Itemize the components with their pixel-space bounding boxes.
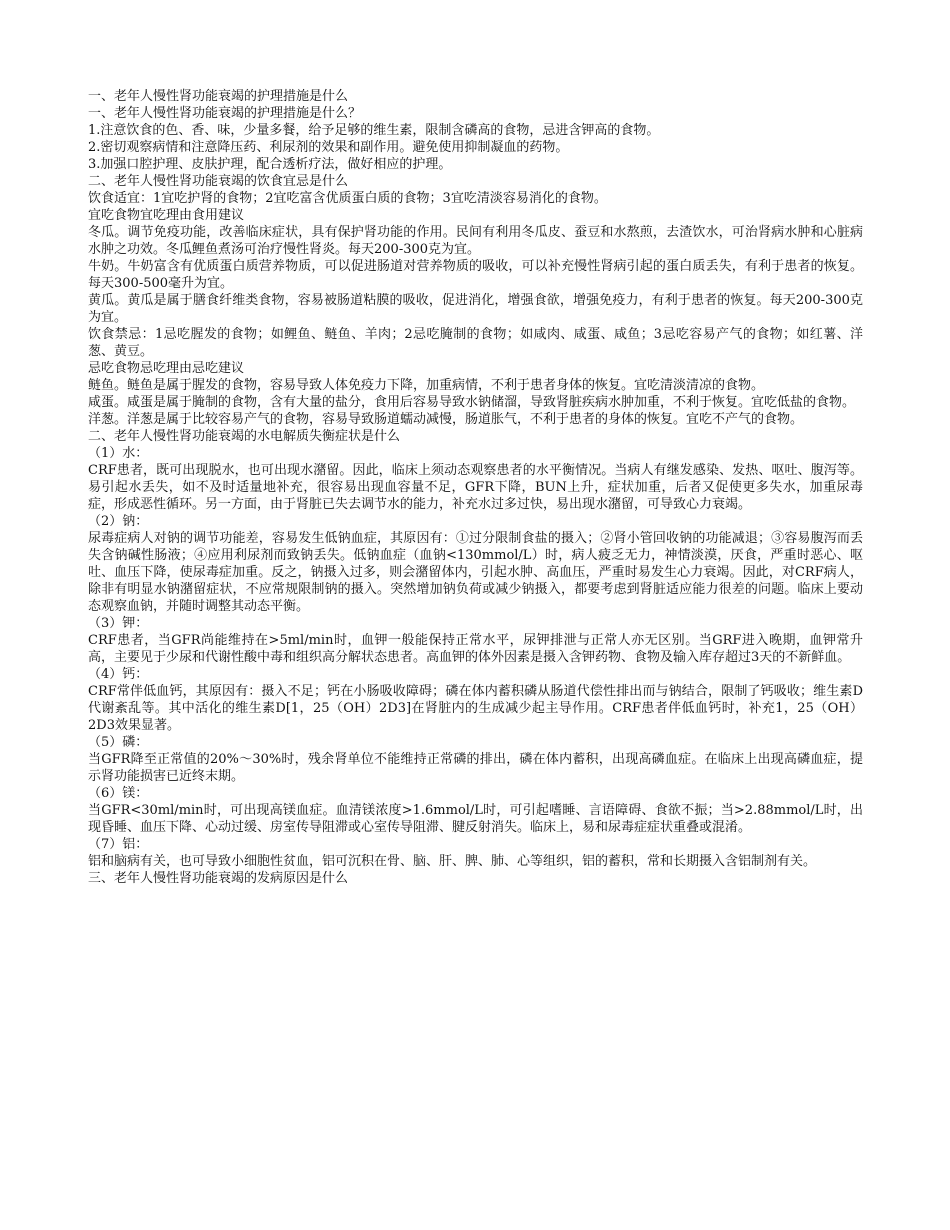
paragraph: （6）镁： <box>88 786 149 801</box>
paragraph: 饮食禁忌：1忌吃腥发的食物；如鲤鱼、鲢鱼、羊肉；2忌吃腌制的食物；如咸肉、咸蛋、咸鱼；3忌吃容易产气的食物；如红薯、洋葱、黄豆。 <box>88 327 863 359</box>
paragraph: （3）钾： <box>88 616 149 631</box>
paragraph: （2）钠： <box>88 514 149 529</box>
paragraph: 冬瓜。调节免疫功能，改善临床症状，具有保护肾功能的作用。民间有利用冬瓜皮、蚕豆和水熬煎，去渣饮水，可治肾病水肿和心脏病水肿之功效。冬瓜鲤鱼煮汤可治疗慢性肾炎。每天200-300克为宜。 <box>88 225 863 257</box>
paragraph: 3.加强口腔护理、皮肤护理，配合透析疗法，做好相应的护理。 <box>88 157 452 172</box>
paragraph: CRF患者，当GFR尚能维持在>5ml/min时，血钾一般能保持正常水平，尿钾排泄与正常人亦无区别。当GRF进入晚期，血钾常升高，主要见于少尿和代谢性酸中毒和组织高分解状态患者。高血钾的体外因素是摄入含钾药物、食物及输入库存超过3天的不新鲜血。 <box>88 633 863 665</box>
paragraph: （7）铝： <box>88 837 149 852</box>
paragraph: 当GFR<30ml/min时，可出现高镁血症。血清镁浓度>1.6mmol/L时，可引起嗜睡、言语障碍、食欲不振；当>2.88mmol/L时，出现昏睡、血压下降、心动过缓、房室传导阻滞或心室传导阻滞、腱反射消失。临床上，易和尿毒症症状重叠或混淆。 <box>88 803 863 835</box>
paragraph: 一、老年人慢性肾功能衰竭的护理措施是什么 <box>88 89 349 104</box>
paragraph: 饮食适宜：1宜吃护肾的食物；2宜吃富含优质蛋白质的食物；3宜吃清淡容易消化的食物。 <box>88 191 607 206</box>
paragraph: 当GFR降至正常值的20%～30%时，残余肾单位不能维持正常磷的排出，磷在体内蓄积，出现高磷血症。在临床上出现高磷血症，提示肾功能损害已近终末期。 <box>88 752 863 784</box>
paragraph: （1）水： <box>88 446 149 461</box>
paragraph: 二、老年人慢性肾功能衰竭的饮食宜忌是什么 <box>88 174 349 189</box>
paragraph: CRF患者，既可出现脱水，也可出现水潴留。因此，临床上须动态观察患者的水平衡情况。当病人有继发感染、发热、呕吐、腹泻等。易引起水丢失，如不及时适量地补充，很容易出现血容量不足，GFR下降，BUN上升，症状加重，后者又促使更多失水，加重尿毒症，形成恶性循环。另一方面，由于肾脏已失去调节水的能力，补充水过多过快，易出现水潴留，可导致心力衰竭。 <box>88 463 863 512</box>
paragraph: 忌吃食物忌吃理由忌吃建议 <box>88 361 245 376</box>
paragraph: 一、老年人慢性肾功能衰竭的护理措施是什么？ <box>88 106 362 121</box>
paragraph: 尿毒症病人对钠的调节功能差，容易发生低钠血症，其原因有：①过分限制食盐的摄入；②肾小管回收钠的功能减退；③容易腹泻而丢失含钠碱性肠液；④应用利尿剂而致钠丢失。低钠血症（血钠<130mmol/L）时，病人疲乏无力，神情淡漠，厌食，严重时恶心、呕吐、血压下降，使尿毒症加重。反之，钠摄入过多，则会潴留体内，引起水肿、高血压，严重时易发生心力衰竭。因此，对CRF病人，除非有明显水钠潴留症状，不应常规限制钠的摄入。突然增加钠负荷或减少钠摄入，都要考虑到肾脏适应能力很差的问题。临床上要动态观察血钠，并随时调整其动态平衡。 <box>88 531 863 614</box>
paragraph: 黄瓜。黄瓜是属于膳食纤维类食物，容易被肠道粘膜的吸收，促进消化，增强食欲，增强免疫力，有利于患者的恢复。每天200-300克为宜。 <box>88 293 863 325</box>
paragraph: 宜吃食物宜吃理由食用建议 <box>88 208 245 223</box>
paragraph: 洋葱。洋葱是属于比较容易产气的食物，容易导致肠道蠕动减慢，肠道胀气，不利于患者的身体的恢复。宜吃不产气的食物。 <box>88 412 804 427</box>
paragraph: （4）钙： <box>88 667 149 682</box>
paragraph: 鲢鱼。鲢鱼是属于腥发的食物，容易导致人体免疫力下降，加重病情，不利于患者身体的恢复。宜吃清淡清凉的食物。 <box>88 378 765 393</box>
paragraph: 咸蛋。咸蛋是属于腌制的食物，含有大量的盐分，食用后容易导致水钠储溜，导致肾脏疾病水肿加重，不利于恢复。宜吃低盐的食物。 <box>88 395 856 410</box>
paragraph: 1.注意饮食的色、香、味，少量多餐，给予足够的维生素，限制含磷高的食物，忌进含钾高的食物。 <box>88 123 660 138</box>
paragraph: 二、老年人慢性肾功能衰竭的水电解质失衡症状是什么 <box>88 429 401 444</box>
paragraph: （5）磷： <box>88 735 149 750</box>
paragraph: 铝和脑病有关，也可导致小细胞性贫血，铝可沉积在骨、脑、肝、脾、肺、心等组织，铝的蓄积，常和长期摄入含铝制剂有关。 <box>88 854 817 869</box>
paragraph: 2.密切观察病情和注意降压药、利尿剂的效果和副作用。避免使用抑制凝血的药物。 <box>88 140 569 155</box>
paragraph: CRF常伴低血钙，其原因有：摄入不足；钙在小肠吸收障碍；磷在体内蓄积磷从肠道代偿性排出而与钠结合，限制了钙吸收；维生素D代谢紊乱等。其中活化的维生素D[1，25（OH）2D3]在肾脏内的生成减少起主导作用。CRF患者伴低血钙时，补充1，25（OH）2D3效果显著。 <box>88 684 863 733</box>
document-body <box>88 88 863 887</box>
paragraph: 牛奶。牛奶富含有优质蛋白质营养物质，可以促进肠道对营养物质的吸收，可以补充慢性肾病引起的蛋白质丢失，有利于患者的恢复。每天300-500毫升为宜。 <box>88 259 863 291</box>
paragraph: 三、老年人慢性肾功能衰竭的发病原因是什么 <box>88 871 349 886</box>
